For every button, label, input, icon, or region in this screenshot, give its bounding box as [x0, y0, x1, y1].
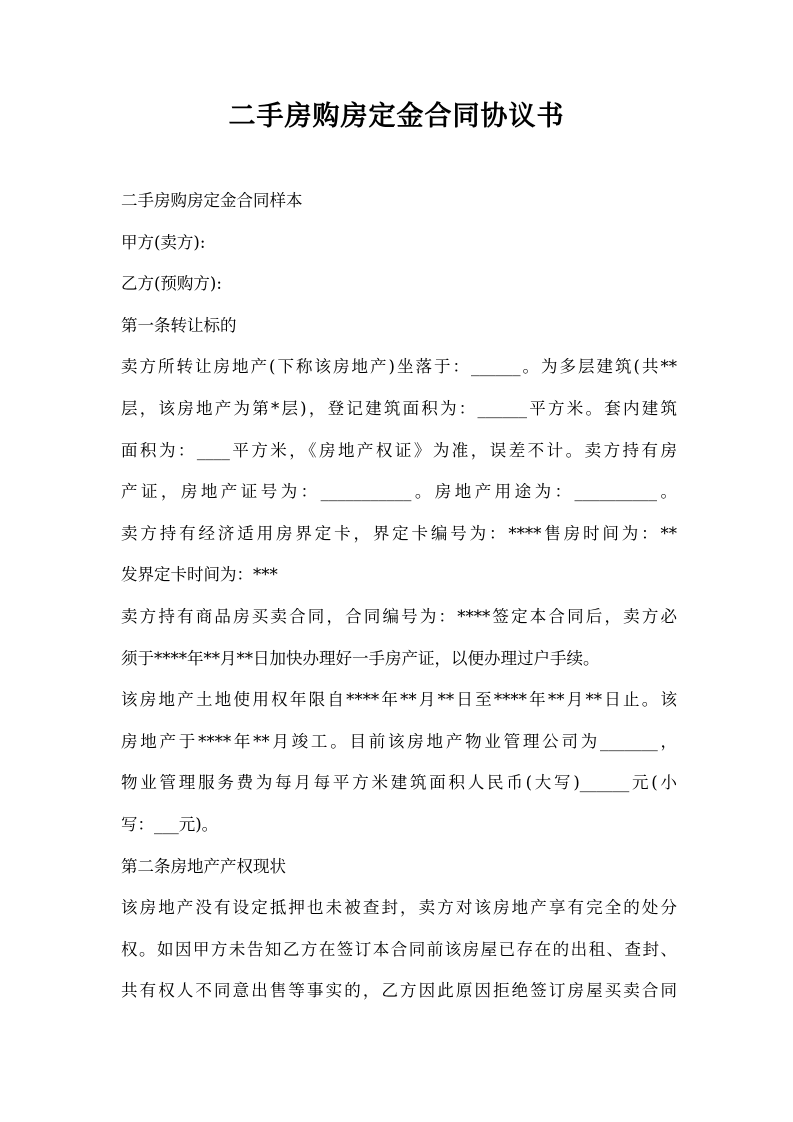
paragraph-line: 共有权人不同意出售等事实的，乙方因此原因拒绝签订房屋买卖合同 — [121, 981, 677, 1001]
paragraph-line: 甲方(卖方): — [121, 232, 206, 252]
paragraph-line: 物业管理服务费为每月每平方米建筑面积人民币(大写)______元(小 — [121, 773, 677, 793]
document-body — [121, 180, 677, 1012]
paragraph-line: 层，该房地产为第*层)，登记建筑面积为：______平方米。套内建筑 — [121, 398, 677, 418]
paragraph-line: 产证，房地产证号为：___________。房地产用途为：__________。 — [121, 482, 677, 502]
paragraph-line: 房地产于****年**月竣工。目前该房地产物业管理公司为_______， — [121, 731, 677, 751]
document-title: 二手房购房定金合同协议书 — [228, 101, 565, 132]
paragraph-line: 卖方持有商品房买卖合同，合同编号为：****签定本合同后，卖方必 — [121, 606, 677, 626]
paragraph-line: 二手房购房定金合同样本 — [121, 191, 303, 210]
paragraph-line: 须于****年**月**日加快办理好一手房产证，以便办理过户手续。 — [121, 648, 600, 668]
section-heading: 第二条房地产产权现状 — [121, 856, 286, 876]
section-heading: 第一条转让标的 — [121, 315, 237, 335]
paragraph-line: 发界定卡时间为：*** — [121, 565, 278, 585]
paragraph-line: 该房地产土地使用权年限自****年**月**日至****年**月**日止。该 — [121, 690, 677, 710]
paragraph-line: 该房地产没有设定抵押也未被查封，卖方对该房地产享有完全的处分 — [121, 898, 677, 918]
paragraph-line: 权。如因甲方未告知乙方在签订本合同前该房屋已存在的出租、查封、 — [121, 939, 677, 959]
paragraph-line: 卖方持有经济适用房界定卡，界定卡编号为：****售房时间为：** — [121, 523, 677, 543]
paragraph-line: 写：___元)。 — [121, 814, 219, 834]
paragraph-line: 面积为：____平方米，《房地产权证》为准，误差不计。卖方持有房 — [121, 440, 677, 460]
paragraph-line: 卖方所转让房地产(下称该房地产)坐落于：______。为多层建筑(共** — [121, 357, 677, 377]
paragraph-line: 乙方(预购方): — [121, 274, 222, 294]
